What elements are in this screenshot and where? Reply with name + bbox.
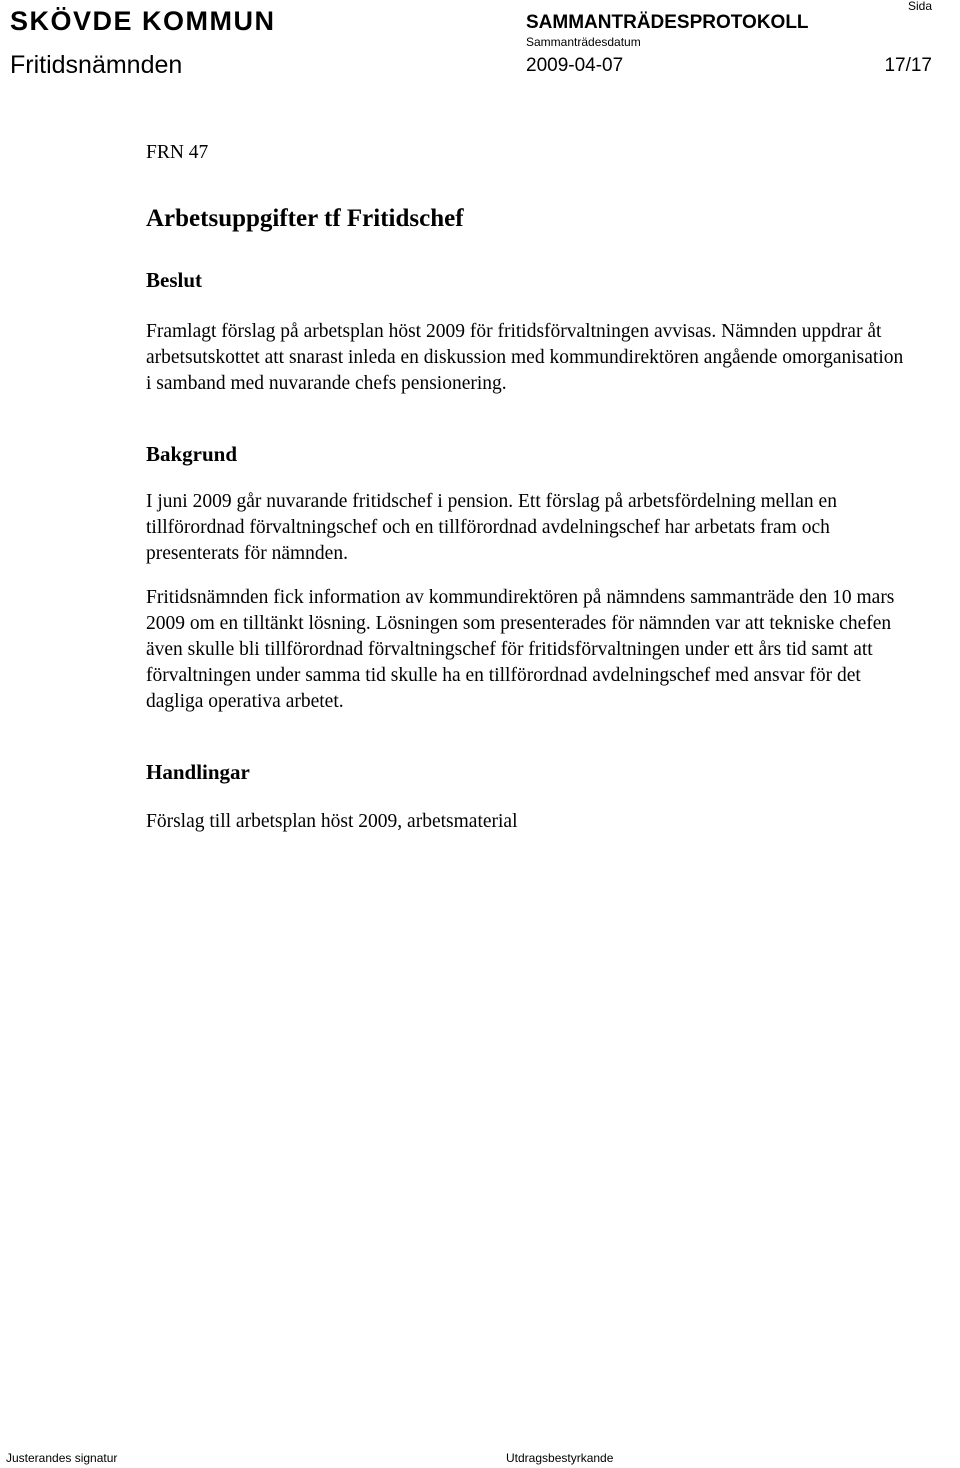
handlingar-text: Förslag till arbetsplan höst 2009, arbetsmaterial: [146, 811, 518, 832]
beslut-text: Framlagt förslag på arbetsplan höst 2009 för fritidsförvaltningen avvisas. Nämnden uppdrar åt arbetsutskottet att snarast inleda en diskussion med kommundirektören angående omorganisation i samband med nuvarande chefs pensionering.: [146, 321, 904, 394]
signature-label: Justerandes signatur: [6, 1451, 118, 1465]
page-number: 17/17: [884, 55, 932, 76]
committee-name: Fritidsnämnden: [10, 51, 183, 79]
paragraph-reference: FRN 47: [146, 142, 209, 163]
municipality-logo: SKÖVDE KOMMUN: [10, 6, 276, 36]
document-title: Arbetsuppgifter tf Fritidschef: [146, 205, 464, 232]
page-label: Sida: [907, 0, 932, 13]
meeting-date-label: Sammanträdesdatum: [526, 35, 641, 49]
document-type: SAMMANTRÄDESPROTOKOLL: [526, 12, 809, 33]
heading-handlingar: Handlingar: [146, 760, 250, 784]
extract-label: Utdragsbestyrkande: [506, 1451, 614, 1465]
bakgrund-paragraph-2: Fritidsnämnden fick information av kommundirektören på nämndens sammanträde den 10 mars 2009 om en tilltänkt lösning. Lösningen som presenterades för nämnden var att tekniske chefen även skulle bli tillförordnad förvaltningschef för fritidsförvaltningen under ett års tid samt att förvaltningen under samma tid skulle ha en tillförordnad avdelningschef med ansvar för det dagliga operativa arbetet.: [146, 587, 895, 712]
document-body: [146, 140, 906, 835]
meeting-date: 2009-04-07: [526, 55, 624, 76]
heading-bakgrund: Bakgrund: [146, 442, 238, 466]
heading-beslut: Beslut: [146, 268, 203, 292]
bakgrund-paragraph-1: I juni 2009 går nuvarande fritidschef i pension. Ett förslag på arbetsfördelning mellan en tillförordnad förvaltningschef och en tillförordnad avdelningschef har arbetats fram och presenterats för nämnden.: [146, 491, 837, 564]
